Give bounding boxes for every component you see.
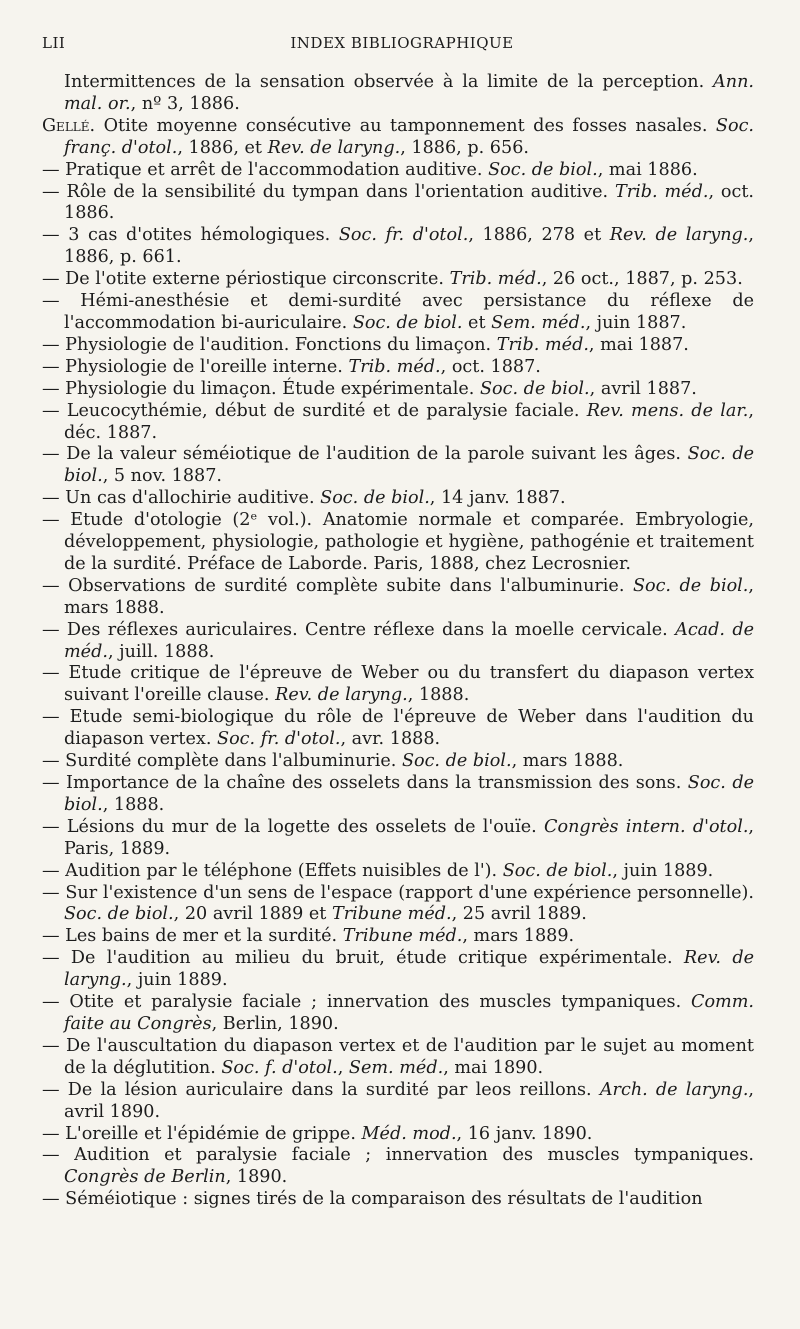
bibliography-entry: — Rôle de la sensibilité du tympan dans l'orientation auditive. Trib. méd., oct. 1886. [42,181,755,224]
bibliography-entry: — De la lésion auriculaire dans la surdité par leos reillons. Arch. de laryng., avril 1890. [42,1079,755,1122]
page-number: LII [42,34,66,52]
bibliography-entry: — Leucocythémie, début de surdité et de paralysie faciale. Rev. mens. de lar., déc. 1887. [42,400,754,443]
bibliography-entry: — Physiologie de l'audition. Fonctions du limaçon. Trib. méd., mai 1887. [42,334,689,355]
bibliography-entry: Gellé. Otite moyenne consécutive au tamponnement des fosses nasales. Soc. franç. d'otol., 1886, et Rev. de laryng., 1886, p. 656. [42,115,755,158]
bibliography-entry: — Les bains de mer et la surdité. Tribune méd., mars 1889. [42,926,575,947]
author-name: Gellé. [42,115,96,136]
page-title: INDEX BIBLIOGRAPHIQUE [290,34,514,52]
bibliography-entry: — Importance de la chaîne des osselets dans la transmission des sons. Soc. de biol., 1888. [42,773,754,815]
bibliography-entry: — Etude d'otologie (2ᵉ vol.). Anatomie normale et comparée. Embryologie, développement, physiologie, pathologie et hygiène, pathogénie et traitement de la surdité. Préface de Laborde. Paris, 1888, chez Lecrosnier. [42,510,754,574]
bibliography-entry: — De l'otite externe périostique circonscrite. Trib. méd., 26 oct., 1887, p. 253. [42,269,743,290]
bibliography-entry: — Audition par le téléphone (Effets nuisibles de l'). Soc. de biol., juin 1889. [42,860,714,881]
bibliography-entry: — Observations de surdité complète subite dans l'albuminurie. Soc. de biol., mars 1888. [42,575,754,618]
bibliography-entry: — De la valeur séméiotique de l'audition de la parole suivant les âges. Soc. de biol., 5 nov. 1887. [42,444,755,487]
bibliography-entry: — 3 cas d'otites hémologiques. Soc. fr. d'otol., 1886, 278 et Rev. de laryng., 1886, p. 661. [42,225,754,268]
bibliography-entry: — L'oreille et l'épidémie de grippe. Méd. mod., 16 janv. 1890. [42,1123,593,1144]
bibliography-entry: Intermittences de la sensation observée à la limite de la perception. Ann. mal. or., nº 3, 1886. [64,72,754,114]
bibliography-entry: — De l'auscultation du diapason vertex et de l'audition par le sujet au moment de la déglutition. Soc. f. d'otol., Sem. méd., mai 1890. [42,1035,754,1078]
bibliography-entry: — Des réflexes auriculaires. Centre réflexe dans la moelle cervicale. Acad. de méd., juill. 1888. [42,619,755,662]
bibliography-entry: — Séméiotique : signes tirés de la comparaison des résultats de l'audition [42,1189,703,1210]
bibliography-entry: — Otite et paralysie faciale ; innervation des muscles tympaniques. Comm. faite au Congrès, Berlin, 1890. [42,992,755,1034]
bibliography-entry: — Audition et paralysie faciale ; innervation des muscles tympaniques. Congrès de Berlin, 1890. [42,1145,754,1188]
bibliography-entry: — Surdité complète dans l'albuminurie. Soc. de biol., mars 1888. [42,751,624,772]
bibliography-entry: — Etude critique de l'épreuve de Weber ou du transfert du diapason vertex suivant l'oreille clause. Rev. de laryng., 1888. [42,663,754,706]
bibliography-list [42,72,754,1211]
bibliography-entry: — Un cas d'allochirie auditive. Soc. de biol., 14 janv. 1887. [42,488,566,509]
bibliography-entry: — De l'audition au milieu du bruit, étude critique expérimentale. Rev. de laryng., juin 1889. [42,948,755,991]
bibliography-entry: — Lésions du mur de la logette des osselets de l'ouïe. Congrès intern. d'otol., Paris, 1889. [42,816,755,859]
bibliography-entry: — Physiologie du limaçon. Étude expérimentale. Soc. de biol., avril 1887. [42,378,697,399]
bibliography-entry: — Hémi-anesthésie et demi-surdité avec persistance du réflexe de l'accommodation bi-auriculaire. Soc. de biol. et Sem. méd., juin 1887. [42,291,754,333]
bibliography-entry: — Pratique et arrêt de l'accommodation auditive. Soc. de biol., mai 1886. [42,159,698,180]
bibliography-entry: — Sur l'existence d'un sens de l'espace (rapport d'une expérience personnelle). Soc. de biol., 20 avril 1889 et Tribune méd., 25 avril 1889. [42,882,754,925]
running-header [42,34,762,56]
bibliography-entry: — Physiologie de l'oreille interne. Trib. méd., oct. 1887. [42,356,541,377]
bibliography-entry: — Etude semi-biologique du rôle de l'épreuve de Weber dans l'audition du diapason vertex. Soc. fr. d'otol., avr. 1888. [42,707,754,750]
